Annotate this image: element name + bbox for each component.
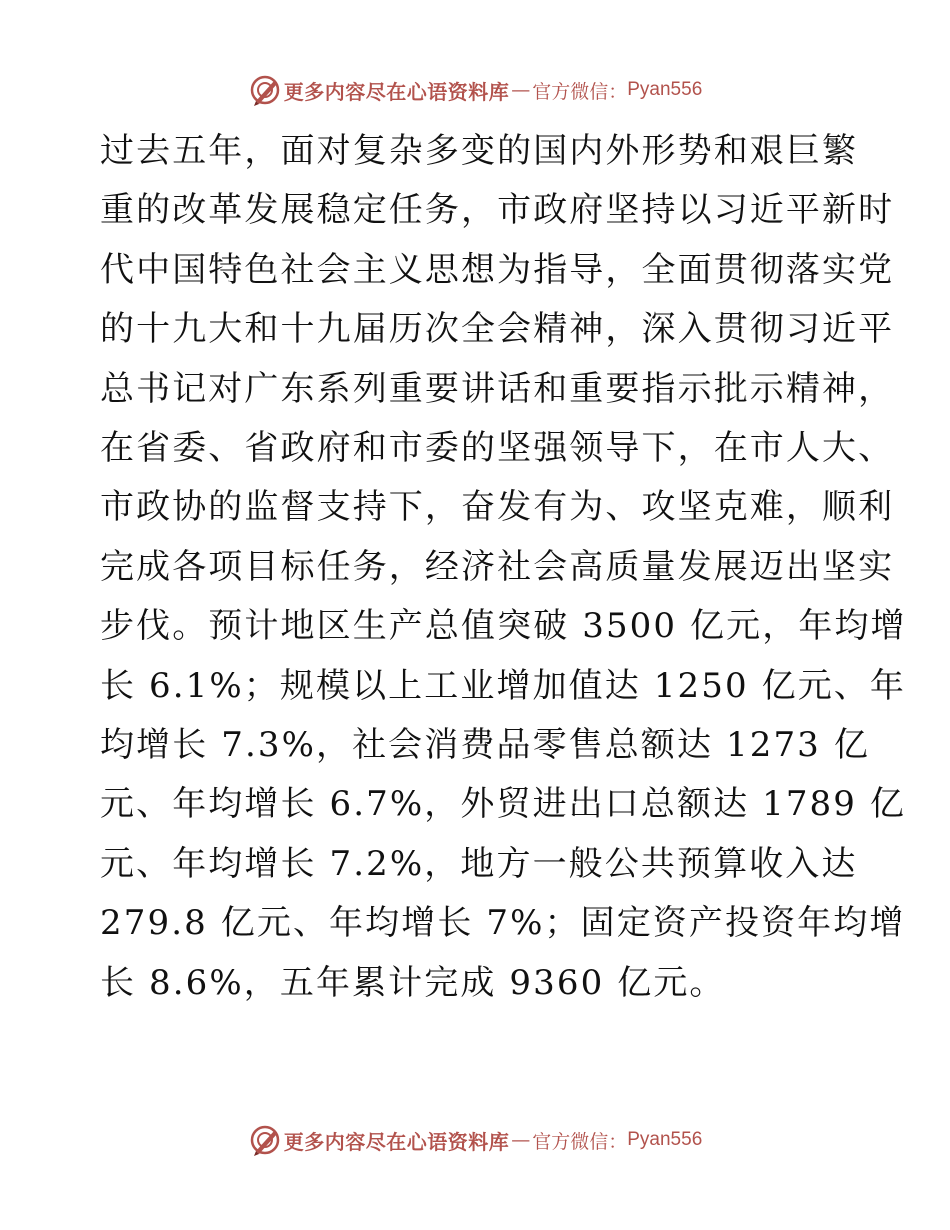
body-line: 元、年均增长 6.7%，外贸进出口总额达 1789 亿 bbox=[100, 784, 907, 825]
body-line: 总书记对广东系列重要讲话和重要指示批示精神， bbox=[100, 368, 895, 409]
watermark-account-id: Pyan556 bbox=[627, 79, 703, 100]
watermark-separator: — bbox=[511, 1129, 531, 1151]
watermark-account-label: 官方微信： bbox=[532, 1130, 628, 1153]
document-body bbox=[100, 122, 907, 1013]
watermark-separator: — bbox=[511, 79, 531, 101]
body-line: 279.8 亿元、年均增长 7%；固定资产投资年均增 bbox=[100, 903, 906, 944]
body-line: 元、年均增长 7.2%，地方一般公共预算收入达 bbox=[100, 843, 858, 884]
body-line: 在省委、省政府和市委的坚强领导下，在市人大、 bbox=[100, 428, 895, 469]
body-line: 均增长 7.3%，社会消费品零售总额达 1273 亿 bbox=[100, 725, 870, 766]
footer-watermark bbox=[0, 1122, 950, 1158]
pen-logo-icon bbox=[248, 1123, 282, 1157]
body-line: 步伐。预计地区生产总值突破 3500 亿元，年均增 bbox=[100, 606, 907, 647]
header-watermark bbox=[0, 72, 950, 108]
body-line: 重的改革发展稳定任务，市政府坚持以习近平新时 bbox=[100, 190, 895, 231]
body-line: 的十九大和十九届历次全会精神，深入贯彻习近平 bbox=[100, 309, 895, 350]
body-line: 过去五年，面对复杂多变的国内外形势和艰巨繁 bbox=[100, 131, 859, 171]
watermark-title: 更多内容尽在心语资料库 bbox=[283, 1129, 510, 1154]
watermark-title: 更多内容尽在心语资料库 bbox=[283, 79, 510, 104]
body-line: 长 6.1%；规模以上工业增加值达 1250 亿元、年 bbox=[100, 665, 907, 706]
body-line: 市政协的监督支持下，奋发有为、攻坚克难，顺利 bbox=[100, 487, 895, 528]
watermark-account-label: 官方微信： bbox=[532, 80, 628, 103]
body-line: 代中国特色社会主义思想为指导，全面贯彻落实党 bbox=[100, 249, 895, 290]
body-line: 长 8.6%，五年累计完成 9360 亿元。 bbox=[100, 962, 726, 1003]
watermark-account-id: Pyan556 bbox=[627, 1129, 703, 1150]
body-line: 完成各项目标任务，经济社会高质量发展迈出坚实 bbox=[100, 546, 895, 587]
pen-logo-icon bbox=[248, 73, 282, 107]
